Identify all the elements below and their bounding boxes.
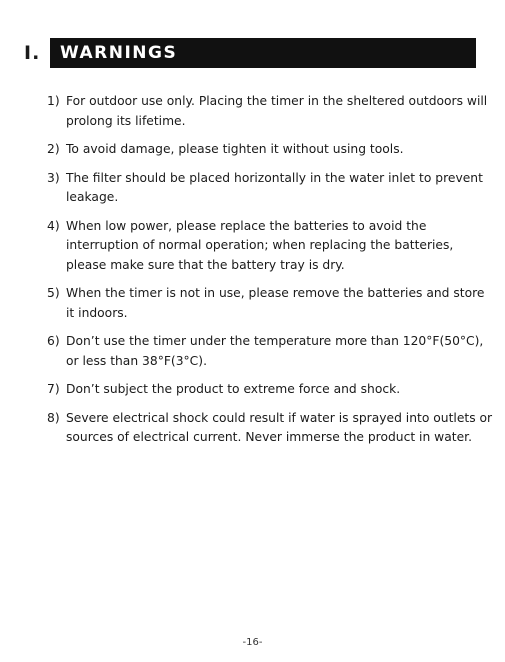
section-number: I.: [24, 42, 41, 64]
warning-text-line: When the timer is not in use, please remove the batteries and store: [66, 286, 485, 300]
warning-number: 3): [47, 170, 60, 185]
warning-text-line: Severe electrical shock could result if water is sprayed into outlets or: [66, 410, 493, 425]
warning-item-7: [47, 380, 487, 400]
warning-item-3: [47, 169, 487, 208]
warning-text-line: When low power, please replace the batteries to avoid the: [66, 218, 427, 233]
warning-text-line: The filter should be placed horizontally in the water inlet to prevent: [66, 170, 483, 185]
warning-text-line: Don’t subject the product to extreme force and shock.: [66, 382, 401, 396]
warning-text-line: Don’t use the timer under the temperature more than 120°F(50°C),: [66, 334, 484, 348]
section-header: [24, 38, 476, 68]
section-title-bar: [50, 38, 476, 68]
warning-text-line: For outdoor use only. Placing the timer in the sheltered outdoors will: [66, 94, 488, 108]
warning-item-4: [47, 217, 487, 276]
warning-item-1: [47, 92, 487, 131]
warning-number: 4): [47, 218, 60, 233]
warning-number: 5): [47, 286, 60, 300]
warning-text-line: interruption of normal operation; when replacing the batteries,: [66, 238, 454, 252]
warning-text-line: please make sure that the battery tray is dry.: [66, 257, 345, 272]
warning-text-line: sources of electrical current. Never immerse the product in water.: [66, 430, 472, 444]
warning-text-line: it indoors.: [66, 305, 128, 320]
page-number: -16-: [242, 637, 263, 648]
warning-item-2: [47, 140, 487, 160]
warning-item-8: [47, 409, 493, 448]
section-title: WARNINGS: [60, 43, 178, 63]
warning-text-line: or less than 38°F(3°C).: [66, 353, 207, 368]
warning-text-line: To avoid damage, please tighten it without using tools.: [66, 142, 404, 156]
warning-item-5: [47, 284, 487, 323]
warning-item-6: [47, 332, 487, 371]
warning-text-line: prolong its lifetime.: [66, 113, 186, 128]
warning-number: 2): [47, 142, 60, 156]
warning-number: 1): [47, 94, 60, 108]
warning-number: 6): [47, 334, 60, 348]
warning-text-line: leakage.: [66, 190, 119, 204]
warning-number: 8): [47, 410, 60, 425]
warnings-list: [47, 92, 493, 457]
warning-number: 7): [47, 382, 60, 396]
